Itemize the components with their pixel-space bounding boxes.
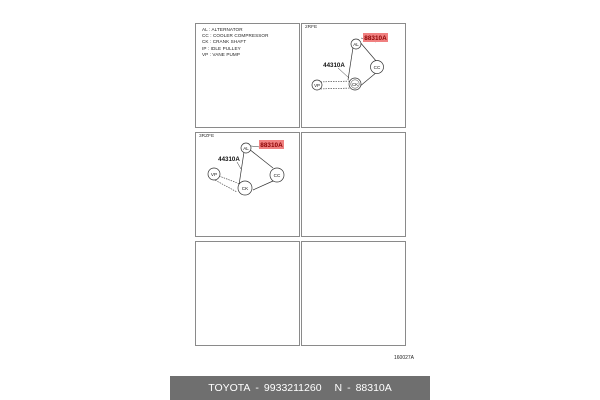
pulley-cc [270, 168, 284, 182]
footer-catalog-number: 9933211260 [263, 382, 322, 394]
diagram-panel-3rzfe [195, 132, 300, 237]
pulley-cc [371, 61, 384, 74]
pulley-ck-label: CK [351, 81, 359, 87]
pulley-ck [238, 181, 252, 195]
part-number: 44310A [218, 156, 240, 163]
footer-bar [170, 376, 430, 400]
part-number-highlight: 88310A [364, 35, 387, 42]
footer-prefix: N [334, 382, 343, 394]
pulley-al [351, 39, 361, 49]
engine-label: 2RFE [305, 25, 318, 30]
belt-diagram-3rzfe [195, 132, 300, 237]
empty-panel [301, 241, 406, 346]
legend [202, 27, 269, 58]
legend-item-ip: IP : IDLE PULLEY [202, 45, 241, 51]
footer-spacer [327, 382, 330, 394]
pulley-vp-label: VP [314, 82, 320, 88]
legend-panel [195, 23, 300, 128]
part-number: 44310A [323, 62, 345, 69]
legend-item-vp: VP : VANE PUMP [202, 51, 240, 57]
footer-part-number: 88310A [355, 382, 392, 394]
part-number-highlight: 88310A [260, 142, 283, 149]
pulley-al [241, 143, 251, 153]
legend-item-ck: CK : CRANK SHAFT [202, 39, 247, 45]
pulley-al-label: AL [243, 145, 249, 151]
pulley-ck-label: CK [241, 185, 249, 191]
pulley-cc-label: CC [373, 64, 381, 70]
legend-item-al: AL : ALTERNATOR [202, 27, 243, 32]
empty-panel [195, 241, 300, 346]
footer-separator: - [347, 382, 351, 394]
pulley-vp-label: VP [210, 171, 218, 177]
diagram-panel-2rfe [301, 23, 406, 128]
footer-separator: - [255, 382, 259, 394]
footer-brand: TOYOTA [208, 382, 251, 394]
legend-item-cc: CC : COOLER COMPRESSOR [202, 33, 269, 39]
belt-diagram-2rfe [301, 23, 406, 128]
engine-label: 3RZFE [199, 134, 215, 139]
empty-panel [301, 132, 406, 237]
figure-code: 160027A [394, 355, 415, 361]
pulley-cc-label: CC [273, 172, 281, 178]
pulley-vp [208, 168, 220, 180]
pulley-ck [349, 78, 361, 90]
pulley-al-label: AL [353, 41, 359, 47]
pulley-vp [312, 80, 322, 90]
